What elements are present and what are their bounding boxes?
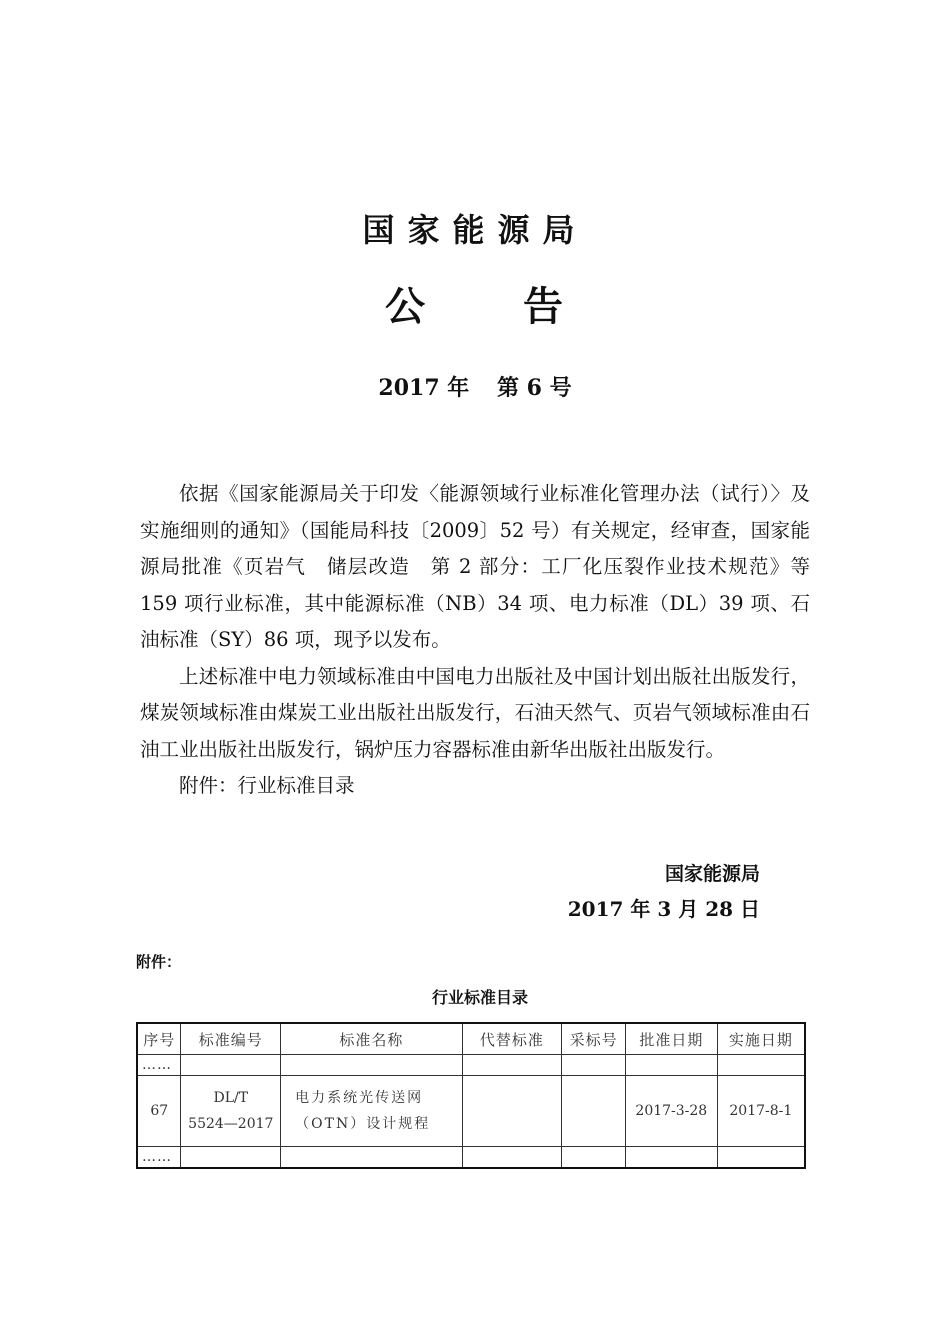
table-row xyxy=(137,1055,805,1076)
effective-date: 2017-8-1 xyxy=(717,1076,805,1147)
body-paragraph-3: 附件：行业标准目录 xyxy=(179,774,355,797)
column-header: 实施日期 xyxy=(717,1023,805,1055)
issue-year: 2017 年 xyxy=(378,375,470,401)
agency-title: 国家能源局 xyxy=(362,211,588,249)
table-header-row xyxy=(137,1023,805,1055)
table-row xyxy=(137,1147,805,1169)
adopted-standard-no xyxy=(562,1076,626,1147)
table-title: 行业标准目录 xyxy=(431,988,528,1007)
table-row xyxy=(137,1076,805,1147)
attachment-label: 附件： xyxy=(136,953,182,971)
signature-date: 2017 年 3 月 28 日 xyxy=(567,897,760,921)
notice-body xyxy=(140,476,810,805)
column-header: 采标号 xyxy=(562,1023,626,1055)
ellipsis-cell: …… xyxy=(137,1055,181,1076)
approval-date: 2017-3-28 xyxy=(625,1076,717,1147)
ellipsis-cell: …… xyxy=(137,1147,181,1169)
replaces-standard xyxy=(462,1076,562,1147)
column-header: 代替标准 xyxy=(462,1023,562,1055)
issue-number xyxy=(0,372,950,404)
standard-name xyxy=(281,1076,463,1147)
row-number: 67 xyxy=(137,1076,181,1147)
standard-code xyxy=(181,1076,281,1147)
document-type-title: 公 告 xyxy=(385,284,605,330)
standards-catalog-table xyxy=(136,1022,806,1169)
column-header: 批准日期 xyxy=(625,1023,717,1055)
standard-code-line-1: DL/T xyxy=(213,1090,249,1106)
body-paragraph-2: 上述标准中电力领域标准由中国电力出版社及中国计划出版社出版发行，煤炭领域标准由煤炭工业出版社出版发行，石油天然气、页岩气领域标准由石油工业出版社出版发行，锅炉压力容器标准由新华出版社出版发行。 xyxy=(140,664,810,761)
column-header: 序号 xyxy=(137,1023,181,1055)
column-header: 标准编号 xyxy=(181,1023,281,1055)
standard-code-line-2: 5524—2017 xyxy=(188,1116,274,1132)
standard-name-line-1: 电力系统光传送网 xyxy=(295,1090,424,1106)
standard-name-line-2: （OTN）设计规程 xyxy=(295,1116,431,1132)
issue-no: 第 6 号 xyxy=(496,375,572,401)
body-paragraph-1: 依据《国家能源局关于印发〈能源领域行业标准化管理办法（试行）〉及实施细则的通知》（国能局科技〔2009〕52 号）有关规定，经审查，国家能源局批准《页岩气 储层改造 第 2 部分：工厂化压裂作业技术规范》等 159 项行业标准，其中能源标准（NB）34 项、电力标准（DL）39 项、石油标准（SY）86 项，现予以发布。 xyxy=(140,482,810,651)
column-header: 标准名称 xyxy=(281,1023,463,1055)
signature-agency: 国家能源局 xyxy=(664,863,760,885)
